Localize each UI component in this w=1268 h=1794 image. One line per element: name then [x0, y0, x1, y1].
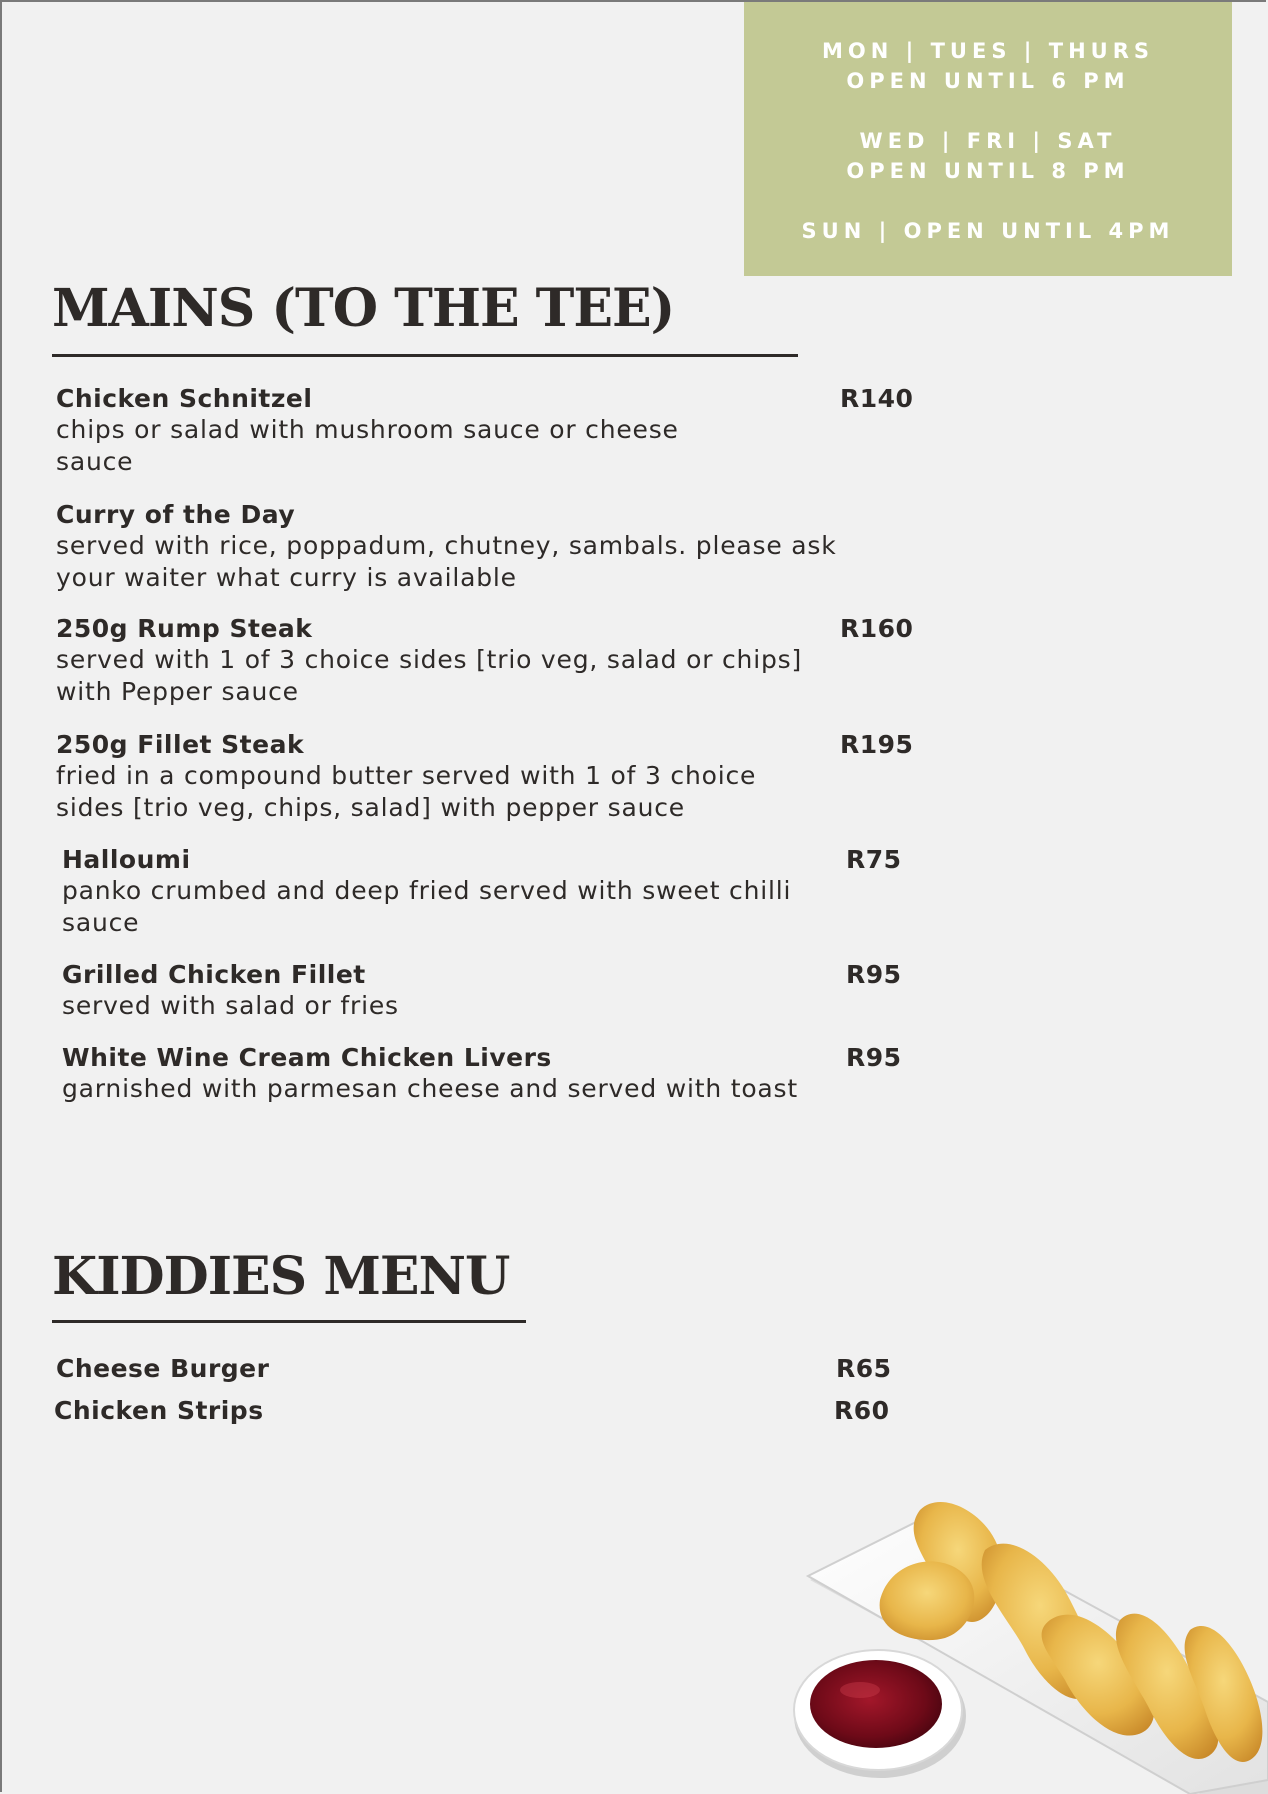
item-price: R65 — [836, 1354, 892, 1383]
menu-item — [62, 960, 922, 1022]
item-price: R60 — [834, 1396, 890, 1425]
item-price: R75 — [846, 845, 902, 874]
item-name: Grilled Chicken Fillet — [62, 960, 366, 989]
chicken-strips-with-sauce-image — [780, 1480, 1268, 1794]
hours-block-weekday-early — [744, 36, 1232, 96]
item-description: served with rice, poppadum, chutney, sambals. please ask your waiter what curry is available — [56, 531, 837, 592]
item-name: Cheese Burger — [56, 1354, 270, 1383]
menu-item — [56, 384, 916, 478]
kiddies-heading: KIDDIES MENU — [52, 1246, 510, 1307]
item-name: Chicken Strips — [54, 1396, 264, 1425]
item-name: Chicken Schnitzel — [56, 384, 313, 413]
item-description: chips or salad with mushroom sauce or cheese sauce — [56, 415, 679, 476]
menu-item — [62, 845, 922, 939]
sauce-bowl — [794, 1650, 966, 1778]
kiddies-heading-rule — [52, 1320, 526, 1323]
hours-time: OPEN UNTIL 6 PM — [846, 69, 1130, 93]
hours-days: MON | TUES | THURS — [821, 39, 1154, 63]
menu-item — [62, 1043, 922, 1105]
hours-time: OPEN UNTIL 8 PM — [846, 159, 1130, 183]
item-description: fried in a compound butter served with 1 of 3 choice sides [trio veg, chips, salad] with pepper sauce — [56, 761, 757, 822]
hours-days-time: SUN | OPEN UNTIL 4PM — [801, 219, 1175, 243]
menu-item — [56, 730, 916, 824]
item-price: R195 — [840, 730, 914, 759]
item-name: White Wine Cream Chicken Livers — [62, 1043, 552, 1072]
kids-menu-item — [54, 1396, 914, 1426]
item-price: R95 — [846, 960, 902, 989]
item-description: served with salad or fries — [62, 991, 399, 1020]
item-name: Curry of the Day — [56, 500, 296, 529]
item-price: R160 — [840, 614, 914, 643]
item-name: 250g Rump Steak — [56, 614, 313, 643]
mains-heading-rule — [52, 354, 798, 357]
opening-hours-box — [744, 2, 1232, 276]
item-name: Halloumi — [62, 845, 191, 874]
hours-block-weekday-late — [744, 126, 1232, 186]
item-price: R140 — [840, 384, 914, 413]
menu-item — [56, 614, 916, 708]
item-description: panko crumbed and deep fried served with sweet chilli sauce — [62, 876, 792, 937]
item-name: 250g Fillet Steak — [56, 730, 305, 759]
kids-menu-item — [56, 1354, 916, 1384]
item-description: served with 1 of 3 choice sides [trio veg, salad or chips] with Pepper sauce — [56, 645, 802, 706]
hours-block-sunday — [744, 216, 1232, 246]
mains-heading: MAINS (TO THE TEE) — [52, 278, 675, 339]
hours-days: WED | FRI | SAT — [859, 129, 1117, 153]
menu-item — [56, 500, 916, 594]
item-description: garnished with parmesan cheese and served with toast — [62, 1074, 798, 1103]
item-price: R95 — [846, 1043, 902, 1072]
